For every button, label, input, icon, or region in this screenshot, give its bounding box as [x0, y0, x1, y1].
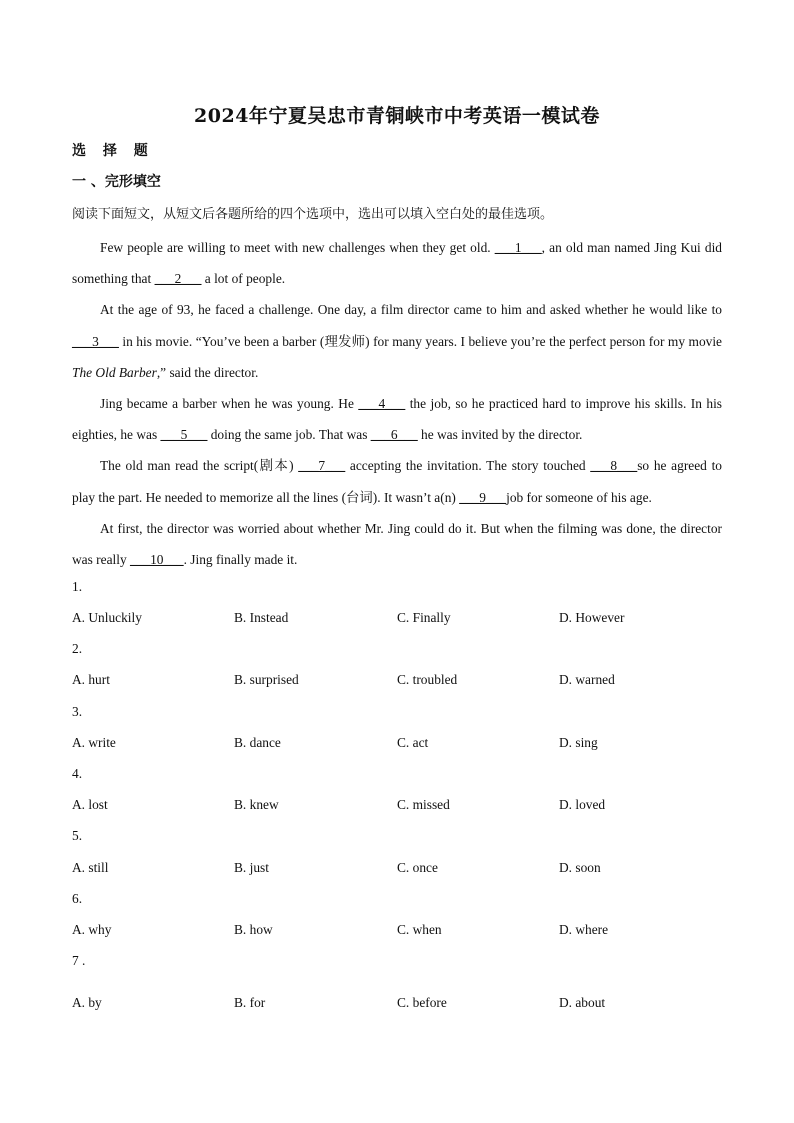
blank-3: ___3___ [72, 333, 119, 349]
option-a: A. write [72, 735, 116, 750]
question-number: 7 . [72, 953, 86, 968]
text: ,” said the director. [156, 364, 259, 380]
paragraph-4 [72, 450, 722, 512]
paragraph-5 [72, 513, 722, 575]
option-b: B. Instead [234, 610, 289, 625]
option-c: C. when [397, 922, 442, 937]
blank-6: ___6___ [370, 427, 418, 443]
blank-10: ___10___ [130, 552, 184, 568]
text: a lot of people. [201, 271, 286, 287]
question-number: 6. [72, 891, 83, 906]
option-c: C. before [397, 995, 447, 1010]
text: so he agreed to play the part. He needed to memorize all the lines (台词). It wasn’t a(n) [72, 458, 722, 505]
blank-7: ___7___ [298, 458, 346, 474]
cloze-passage [72, 232, 722, 575]
option-a: A. still [72, 860, 109, 875]
option-d: D. loved [559, 797, 606, 812]
text: accepting the invitation. The story touched [345, 458, 591, 474]
text: he was invited by the director. [417, 427, 583, 443]
text: , an old man named Jing Kui did something that [72, 240, 722, 287]
option-b: B. surprised [234, 672, 299, 687]
option-c: C. missed [397, 797, 450, 812]
exam-title: 2024年宁夏吴忠市青铜峡市中考英语一模试卷 [194, 105, 600, 127]
blank-1: ___1___ [494, 240, 542, 255]
option-a: A. lost [72, 797, 108, 812]
option-b: B. dance [234, 735, 281, 750]
option-d: D. sing [559, 735, 598, 750]
option-b: B. how [234, 922, 273, 937]
text: At first, the director was worried about whether Mr. Jing could do it. But when the filming was done, the director was really [72, 520, 722, 568]
option-a: A. why [72, 922, 112, 937]
instruction-text: 阅读下面短文，从短文后各题所给的四个选项中，选出可以填入空白处的最佳选项。 [72, 207, 554, 222]
question-number: 2. [72, 641, 83, 656]
option-d: D. warned [559, 672, 615, 687]
part-heading: 一 、完形填空 [72, 174, 161, 190]
blank-8: ___8___ [590, 458, 638, 474]
paragraph-1 [72, 232, 722, 294]
option-d: D. where [559, 922, 609, 937]
option-b: B. knew [234, 797, 279, 812]
movie-title: The Old Barber [72, 364, 157, 380]
option-a: A. by [72, 995, 102, 1010]
question-number: 4. [72, 766, 83, 781]
option-d: D. However [559, 610, 625, 625]
option-a: A. hurt [72, 672, 110, 687]
text: Few people are willing to meet with new challenges when they get old. [100, 240, 495, 255]
text: job for someone of his age. [506, 489, 652, 505]
text: . Jing finally made it. [183, 552, 298, 568]
option-a: A. Unluckily [72, 610, 142, 625]
option-b: B. for [234, 995, 266, 1010]
text: the job, so he practiced hard to improve his skills. In his eighties, he was [72, 396, 722, 443]
question-number: 5. [72, 828, 83, 843]
text: in his movie. “You’ve been a barber (理发师) for many years. I believe you’re the perfect person for my movie [118, 333, 722, 349]
option-c: C. once [397, 860, 438, 875]
option-c: C. act [397, 735, 429, 750]
option-d: D. soon [559, 860, 601, 875]
option-d: D. about [559, 995, 606, 1010]
paragraph-2 [72, 294, 722, 388]
blank-9: ___9___ [459, 489, 507, 505]
option-c: C. troubled [397, 672, 458, 687]
blank-2: ___2___ [154, 271, 202, 287]
question-number: 1. [72, 579, 83, 594]
section-heading: 选 择 题 [72, 143, 154, 159]
text: doing the same job. That was [207, 427, 371, 443]
question-number: 3. [72, 704, 83, 719]
text: The old man read the script(剧本) [100, 458, 299, 474]
blank-4: ___4___ [358, 396, 406, 412]
text: Jing became a barber when he was young. He [100, 396, 359, 412]
text: At the age of 93, he faced a challenge. One day, a film director came to him and asked whether he would like to [100, 302, 722, 318]
blank-5: ___5___ [160, 427, 208, 443]
paragraph-3 [72, 388, 722, 450]
option-b: B. just [234, 860, 269, 875]
option-c: C. Finally [397, 610, 451, 625]
